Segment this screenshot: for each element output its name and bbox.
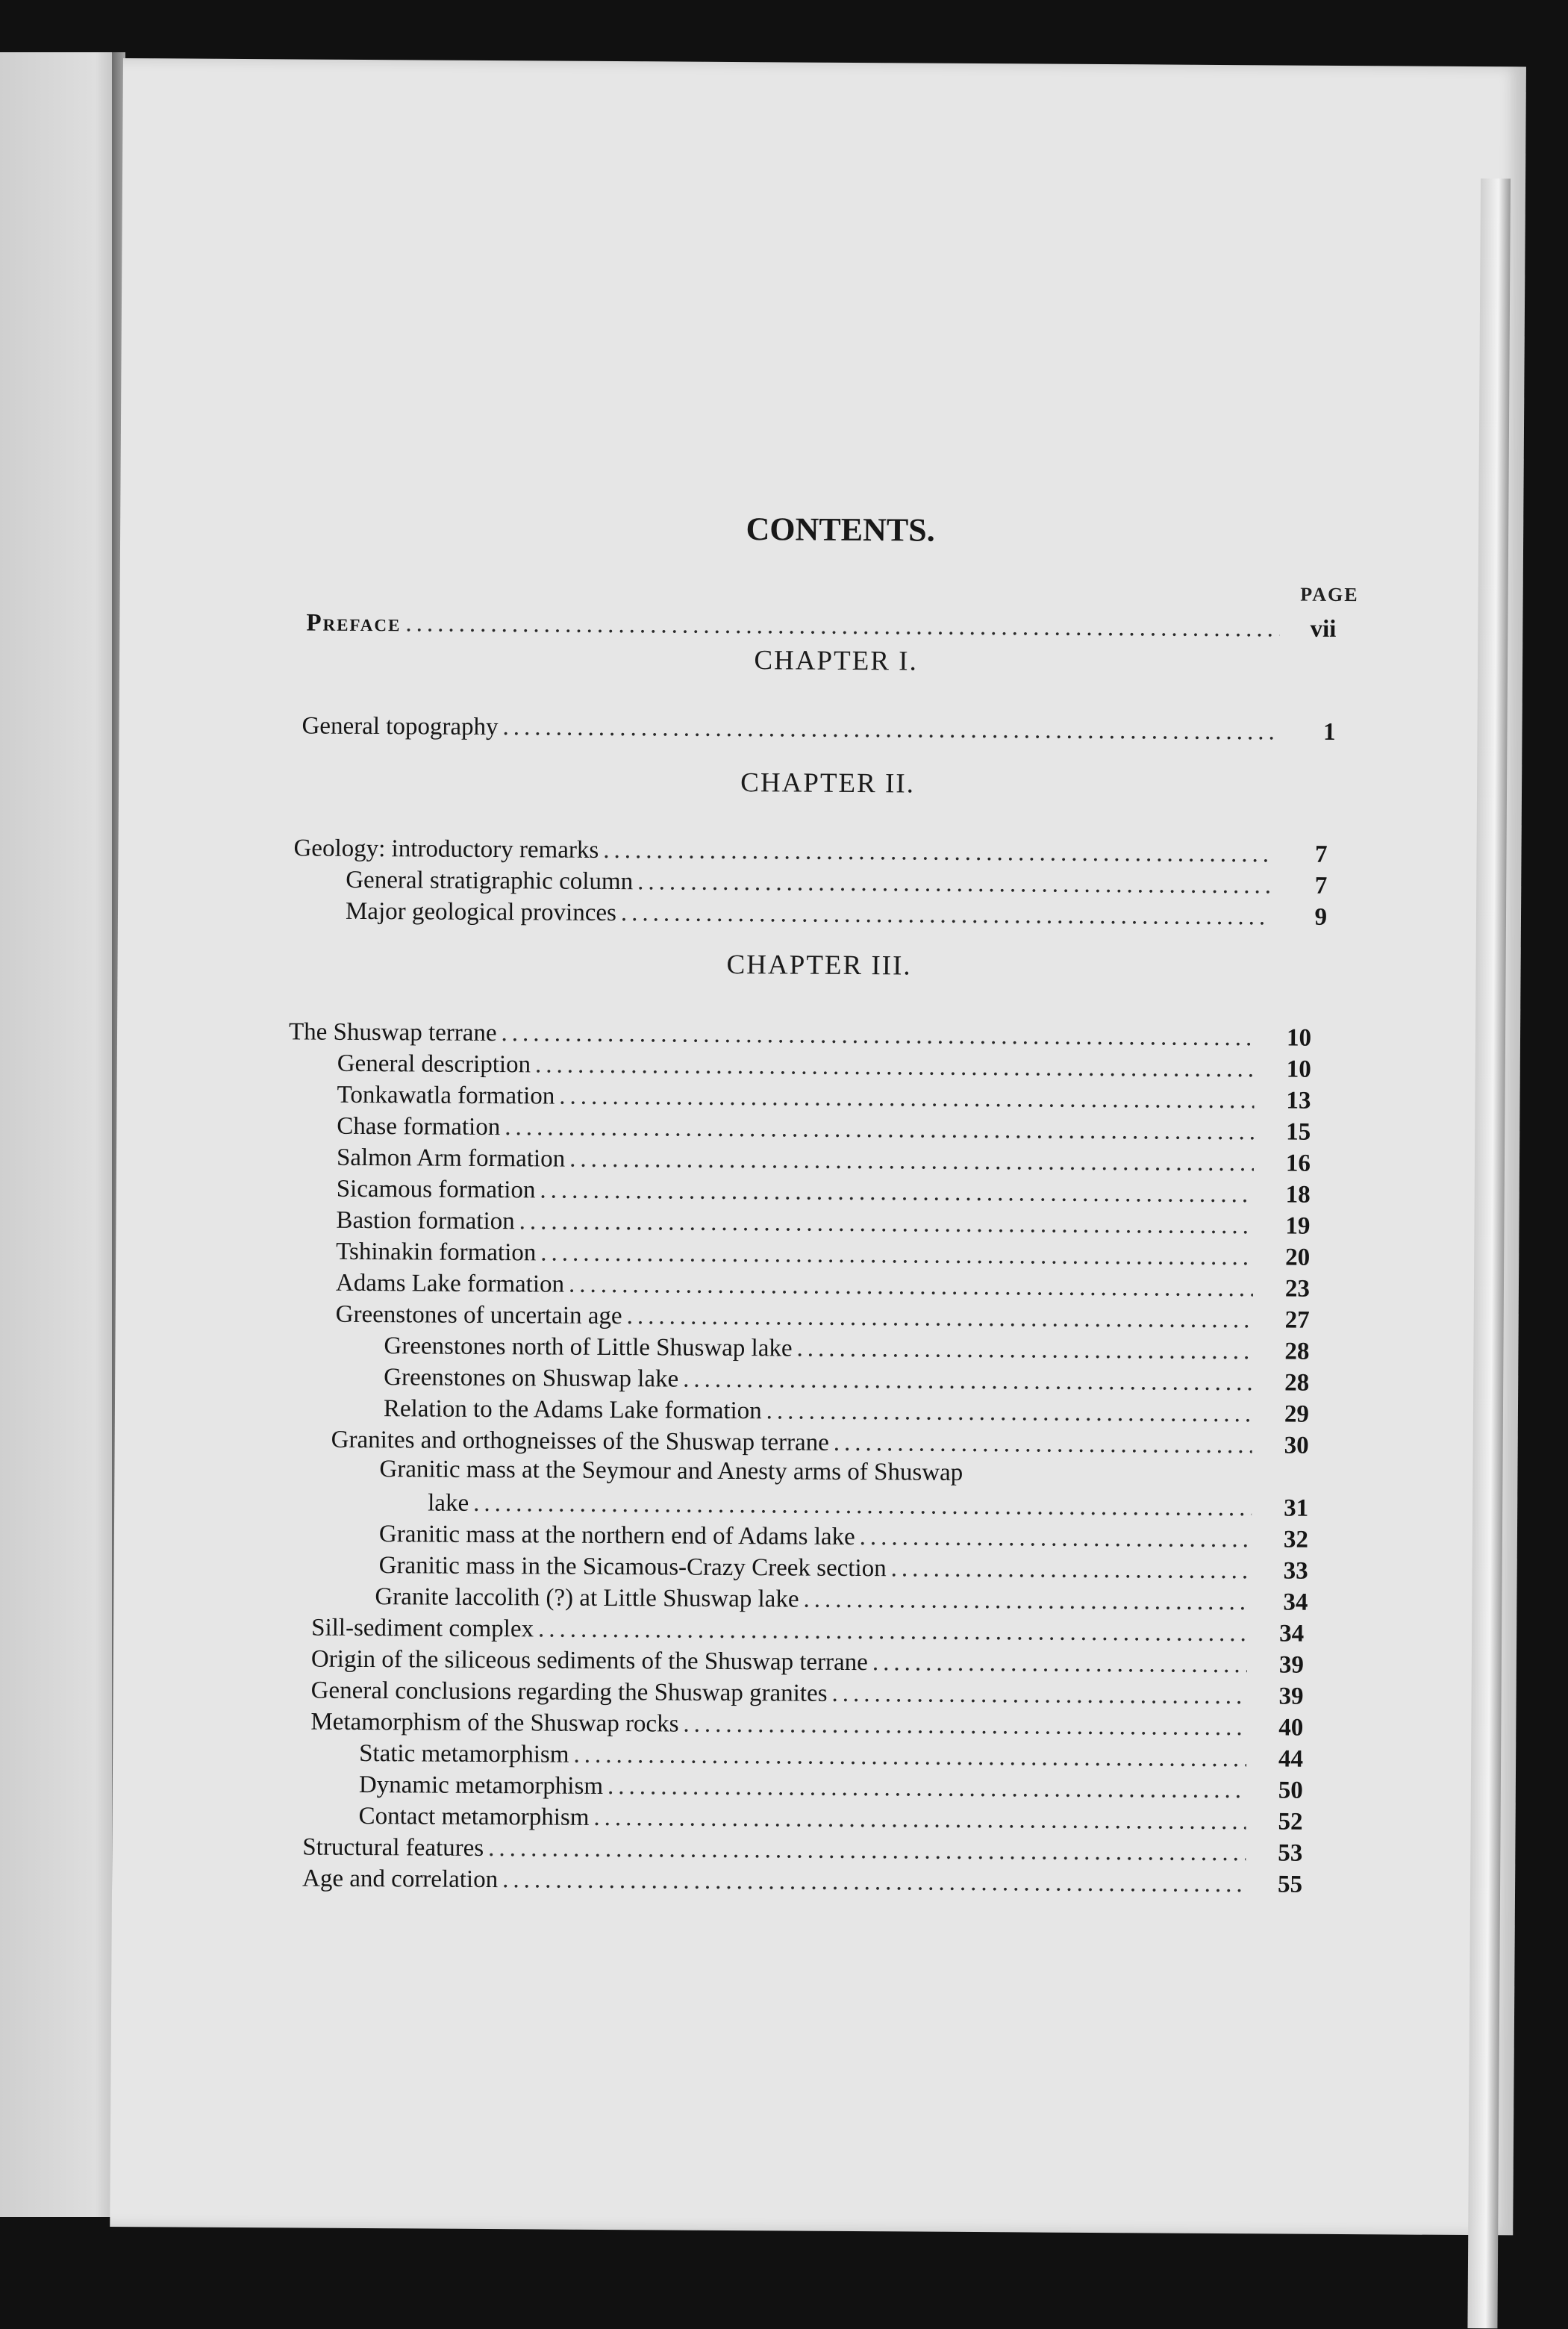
toc-entry-page: 18 — [1285, 1181, 1311, 1209]
contents-page — [110, 58, 1526, 2235]
toc-entry-page: 40 — [1278, 1714, 1304, 1742]
toc-entry-page: 19 — [1285, 1212, 1311, 1240]
toc-entry-title: Granitic mass in the Sicamous-Crazy Creek section — [378, 1552, 887, 1583]
toc-entry-title: Bastion formation — [336, 1206, 515, 1235]
chapter-heading: CHAPTER III. — [726, 949, 912, 982]
toc-entry-page: 13 — [1286, 1087, 1311, 1114]
dot-leader — [502, 711, 1278, 747]
toc-entry[interactable] — [428, 1488, 1308, 1524]
toc-entry-title: Granitic mass at the northern end of Adams lake — [378, 1521, 855, 1551]
dot-leader — [573, 1739, 1246, 1775]
dot-leader — [405, 608, 1279, 644]
toc-entry-title: Salmon Arm formation — [336, 1144, 566, 1173]
toc-entry-title: Granites and orthogneisses of the Shuswap terrane — [331, 1426, 829, 1456]
dot-leader — [637, 866, 1270, 901]
dot-leader — [860, 1521, 1252, 1555]
facing-page-edge — [0, 52, 119, 2217]
toc-entry-page: vii — [1310, 615, 1337, 643]
toc-entry-page: 10 — [1286, 1024, 1312, 1052]
chapter-heading: CHAPTER II. — [740, 767, 916, 799]
dot-leader — [519, 1206, 1254, 1241]
toc-entry-title: Greenstones on Shuswap lake — [384, 1364, 679, 1393]
dot-leader — [593, 1802, 1246, 1837]
toc-entry-page: 55 — [1277, 1871, 1303, 1898]
toc-entry-page: 39 — [1278, 1683, 1304, 1710]
toc-entry-page: 9 — [1314, 903, 1328, 931]
toc-entry-title: Geology: introductory remarks — [293, 835, 599, 864]
dot-leader — [540, 1174, 1254, 1210]
dot-leader — [603, 835, 1271, 870]
dot-leader — [683, 1364, 1252, 1399]
dot-leader — [872, 1647, 1247, 1680]
dot-leader — [683, 1709, 1246, 1744]
toc-entry-title: Metamorphism of the Shuswap rocks — [310, 1708, 679, 1738]
toc-entry[interactable] — [302, 710, 1335, 747]
toc-entry-title: Structural features — [302, 1833, 484, 1862]
toc-entry-page: 16 — [1285, 1150, 1311, 1177]
dot-leader — [502, 1864, 1246, 1900]
dot-leader — [803, 1584, 1251, 1618]
toc-entry-page: 28 — [1284, 1369, 1310, 1397]
dot-leader — [540, 1237, 1253, 1273]
toc-entry-title: Dynamic metamorphism — [358, 1771, 604, 1800]
dot-leader — [569, 1269, 1253, 1305]
toc-entry[interactable] — [346, 896, 1327, 933]
dot-leader — [766, 1395, 1252, 1429]
toc-entry-page: 53 — [1278, 1839, 1303, 1867]
chapter-heading: CHAPTER I. — [754, 645, 918, 677]
toc-entry-page: 50 — [1278, 1777, 1303, 1804]
toc-entry[interactable] — [384, 1362, 1309, 1399]
toc-entry-page: 27 — [1284, 1306, 1310, 1334]
toc-entry-title: Static metamorphism — [359, 1739, 569, 1768]
toc-entry-preface[interactable] — [306, 608, 1336, 645]
toc-entry-title[interactable]: Granitic mass at the Seymour and Anesty arms of Shuswap — [379, 1456, 963, 1486]
toc-entry-title: Chase formation — [337, 1112, 501, 1141]
toc-entry-title: General description — [337, 1050, 531, 1079]
toc-entry-title: Adams Lake formation — [335, 1269, 565, 1298]
toc-entry-page: 34 — [1279, 1620, 1305, 1647]
dot-leader — [473, 1488, 1252, 1524]
toc-entry-title: Tonkawatla formation — [337, 1081, 555, 1110]
toc-entry-title: Greenstones of uncertain age — [335, 1300, 622, 1330]
toc-entry-title: The Shuswap terrane — [288, 1018, 497, 1047]
toc-entry-page: 33 — [1283, 1557, 1308, 1585]
toc-entry-page: 15 — [1286, 1118, 1311, 1146]
toc-entry-page: 44 — [1278, 1745, 1304, 1773]
toc-entry-page: 34 — [1283, 1588, 1308, 1616]
dot-leader — [607, 1771, 1246, 1806]
toc-entry-page: 23 — [1284, 1275, 1311, 1303]
toc-entry[interactable] — [384, 1393, 1309, 1430]
dot-leader — [831, 1678, 1246, 1712]
toc-entry[interactable] — [384, 1330, 1309, 1368]
toc-entry-page: 28 — [1284, 1338, 1310, 1365]
dot-leader — [569, 1144, 1254, 1179]
toc-entry-page: 10 — [1286, 1056, 1311, 1083]
toc-entry-title: General stratigraphic column — [346, 866, 634, 896]
toc-entry-page: 7 — [1314, 872, 1328, 900]
dot-leader — [505, 1112, 1254, 1147]
toc-entry-title: Age and correlation — [302, 1865, 499, 1894]
dot-leader — [488, 1833, 1246, 1868]
dot-leader — [627, 1300, 1253, 1335]
toc-entry-title: General conclusions regarding the Shuswap granites — [310, 1677, 828, 1707]
toc-entry-page: 20 — [1285, 1244, 1311, 1271]
toc-entry-page: 30 — [1284, 1432, 1309, 1459]
toc-entry-title: General topography — [302, 712, 499, 741]
toc-entry-page: 29 — [1284, 1400, 1310, 1428]
toc-entry-title: Contact metamorphism — [358, 1802, 590, 1831]
dot-leader — [891, 1553, 1252, 1586]
toc-entry-title-continuation: lake — [428, 1489, 469, 1517]
toc-entry-page: 1 — [1322, 718, 1336, 746]
toc-entry-title: Sill-sediment complex — [311, 1614, 534, 1643]
toc-entry-title: Greenstones north of Little Shuswap lake — [384, 1332, 793, 1362]
toc-entry-title: Origin of the siliceous sediments of the Shuswap terrane — [310, 1645, 869, 1677]
toc-entry[interactable] — [302, 1863, 1302, 1901]
dot-leader — [796, 1333, 1252, 1368]
toc-entry-title: Major geological provinces — [345, 897, 617, 927]
toc-entry-page: 7 — [1314, 841, 1328, 868]
toc-entry-page: 39 — [1278, 1651, 1304, 1679]
toc-entry-title: Granite laccolith (?) at Little Shuswap lake — [375, 1583, 799, 1613]
dot-leader — [559, 1081, 1254, 1117]
dot-leader — [535, 1049, 1255, 1085]
dot-leader — [501, 1017, 1255, 1053]
dot-leader — [834, 1427, 1252, 1461]
toc-entry-title: Relation to the Adams Lake formation — [383, 1395, 762, 1425]
toc-entry-page: 52 — [1278, 1808, 1303, 1836]
dot-leader — [538, 1613, 1247, 1649]
toc-entry-title: Preface — [306, 609, 402, 637]
toc-entry-title: Tshinakin formation — [336, 1238, 537, 1267]
toc-entry-page: 32 — [1283, 1526, 1309, 1553]
page-column-label: PAGE — [1300, 583, 1359, 606]
dot-leader — [621, 897, 1270, 932]
toc-entry-title: Sicamous formation — [336, 1175, 536, 1204]
page-edge-shadow — [1467, 178, 1511, 2328]
toc-entry-page: 31 — [1284, 1494, 1309, 1522]
page-title: CONTENTS. — [746, 511, 935, 549]
